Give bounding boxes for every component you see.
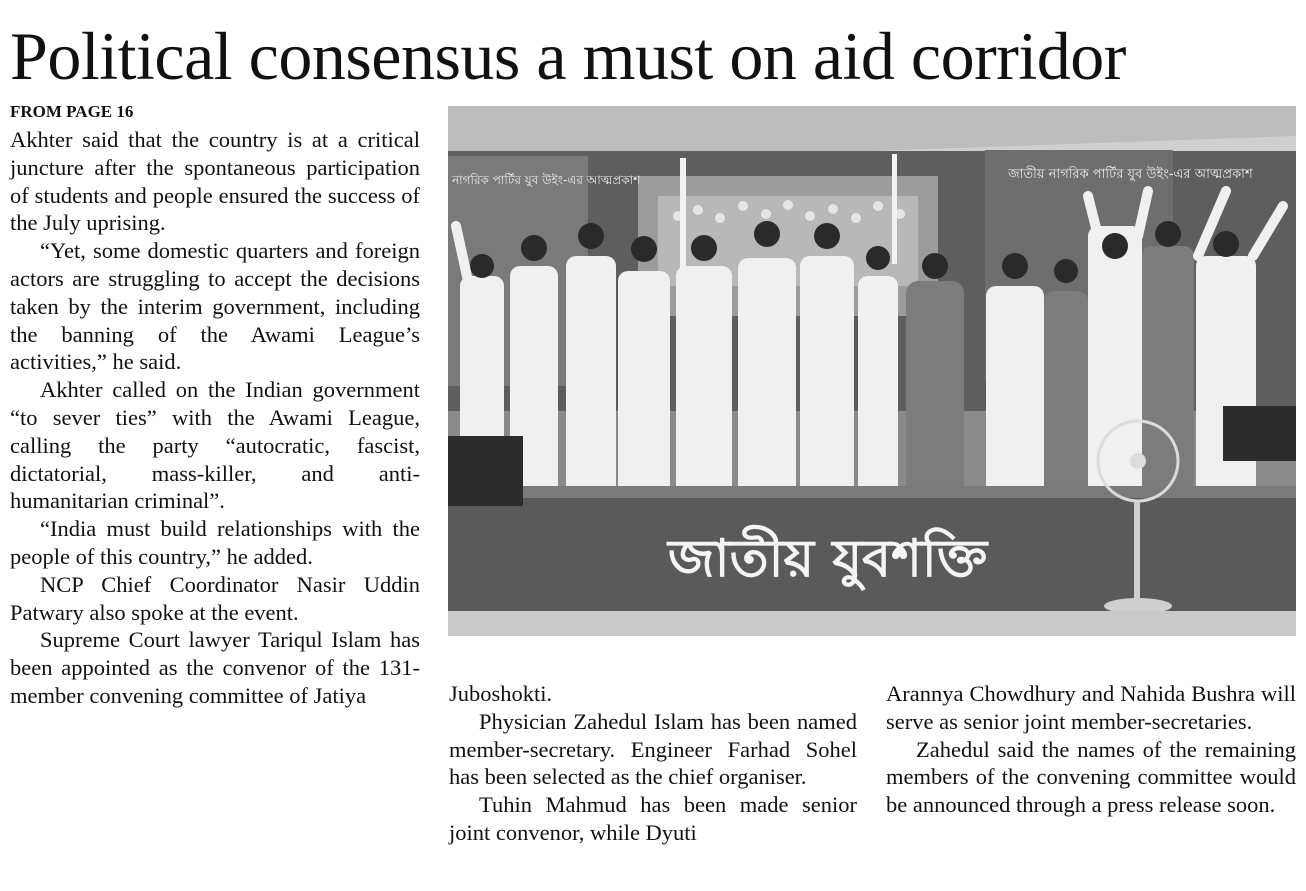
article-column-2 [449,680,857,847]
continuation-kicker: FROM PAGE 16 [10,102,134,121]
paragraph: Arannya Chowdhury and Nahida Bushra will serve as senior joint member-secretaries. [886,681,1296,734]
backdrop-banner-left: নাগরিক পার্টির যুব উইং-এর আত্মপ্রকাশ [452,173,641,187]
backdrop-banner-right: জাতীয় নাগরিক পার্টির যুব উইং-এর আত্মপ্রকাশ [1008,167,1253,182]
paragraph: Akhter called on the Indian government “to sever ties” with the Awami League, calling the party “autocratic, fascist, dictatorial, mass-killer, and anti-humanitarian criminal”. [10,377,420,514]
paragraph: Tuhin Mahmud has been made senior joint convenor, while Dyuti [449,792,857,845]
photo-illustration [448,106,1296,636]
paragraph: “Yet, some domestic quarters and foreign actors are struggling to accept the decisions taken by the interim government, including the banning of the Awami League’s activities,” he said. [10,238,420,375]
stage-banner: জাতীয় যুবশক্তি [668,529,988,589]
paragraph: Zahedul said the names of the remaining members of the convening committee would be announced through a press release soon. [886,736,1296,818]
paragraph: Akhter said that the country is at a critical juncture after the spontaneous participation of students and people ensured the success of the July uprising. [10,127,420,236]
paragraph: “India must build relationships with the people of this country,” he added. [10,516,420,569]
paragraph: Juboshokti. [449,681,553,706]
paragraph: NCP Chief Coordinator Nasir Uddin Patwary also spoke at the event. [10,571,420,625]
article-column-3 [886,680,1296,819]
headline: Political consensus a must on aid corridor [10,18,1126,94]
article-column-1 [10,126,420,710]
paragraph: Supreme Court lawyer Tariqul Islam has been appointed as the convenor of the 131-member convening committee of Jatiya [10,627,420,708]
news-photo [448,106,1296,636]
paragraph: Physician Zahedul Islam has been named member-secretary. Engineer Farhad Sohel has been selected as the chief organiser. [449,708,857,790]
